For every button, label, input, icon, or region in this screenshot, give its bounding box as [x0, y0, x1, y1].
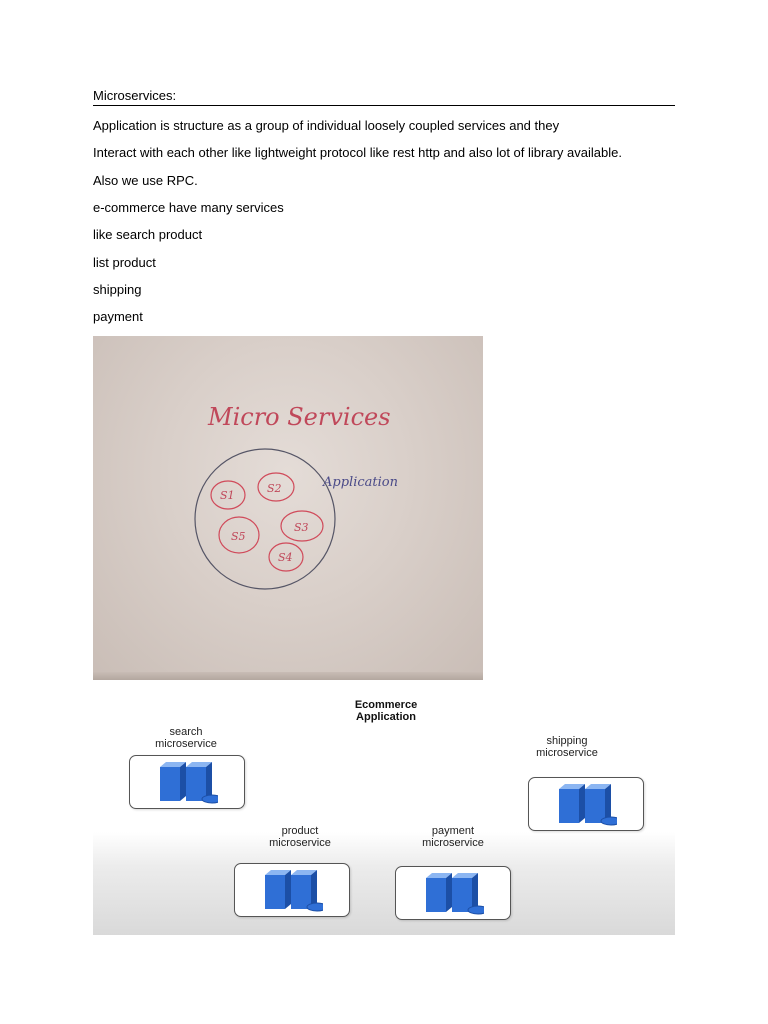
application-label: Application — [323, 475, 398, 490]
product-label-line2: microservice — [269, 837, 331, 849]
service-label-s1: S1 — [220, 489, 235, 502]
product-label-line1: product — [281, 825, 319, 837]
diagram-title-line2: Application — [356, 711, 416, 723]
whiteboard-title: Micro Services — [208, 403, 391, 431]
product-service-box — [234, 863, 350, 917]
service-label-s4: S4 — [278, 551, 293, 564]
whiteboard-rail — [93, 672, 483, 680]
ecommerce-diagram — [93, 690, 675, 935]
shipping-label-line1: shipping — [546, 735, 588, 747]
service-label-s5: S5 — [231, 530, 246, 543]
search-label-line1: search — [169, 726, 203, 738]
text-line-4: e-commerce have many services — [93, 200, 284, 215]
text-line-5: like search product — [93, 227, 203, 242]
whiteboard-drawing — [93, 336, 483, 680]
server-icon — [424, 872, 484, 916]
server-icon — [263, 869, 323, 913]
text-line-2: Interact with each other like lightweight protocol like rest http and also lot of library available. — [93, 145, 622, 160]
diagram-title-line1: Ecommerce — [354, 699, 418, 711]
text-line-8: payment — [93, 309, 143, 324]
payment-label-line2: microservice — [422, 837, 484, 849]
text-line-6: list product — [93, 255, 156, 270]
text-line-3: Also we use RPC. — [93, 173, 198, 188]
service-label-s2: S2 — [267, 482, 282, 495]
application-circle — [195, 449, 335, 589]
text-line-7: shipping — [93, 282, 142, 297]
search-service-box — [129, 755, 245, 809]
text-line-1: Application is structure as a group of individual loosely coupled services and they — [93, 118, 560, 133]
shipping-service-box — [528, 777, 644, 831]
whiteboard-photo — [93, 336, 483, 680]
page-heading: Microservices: — [93, 88, 675, 106]
server-icon — [557, 783, 617, 827]
payment-service-box — [395, 866, 511, 920]
shipping-label-line2: microservice — [536, 747, 598, 759]
service-label-s3: S3 — [294, 521, 309, 534]
payment-label-line1: payment — [431, 825, 475, 837]
server-icon — [158, 761, 218, 805]
search-label-line2: microservice — [155, 738, 217, 750]
